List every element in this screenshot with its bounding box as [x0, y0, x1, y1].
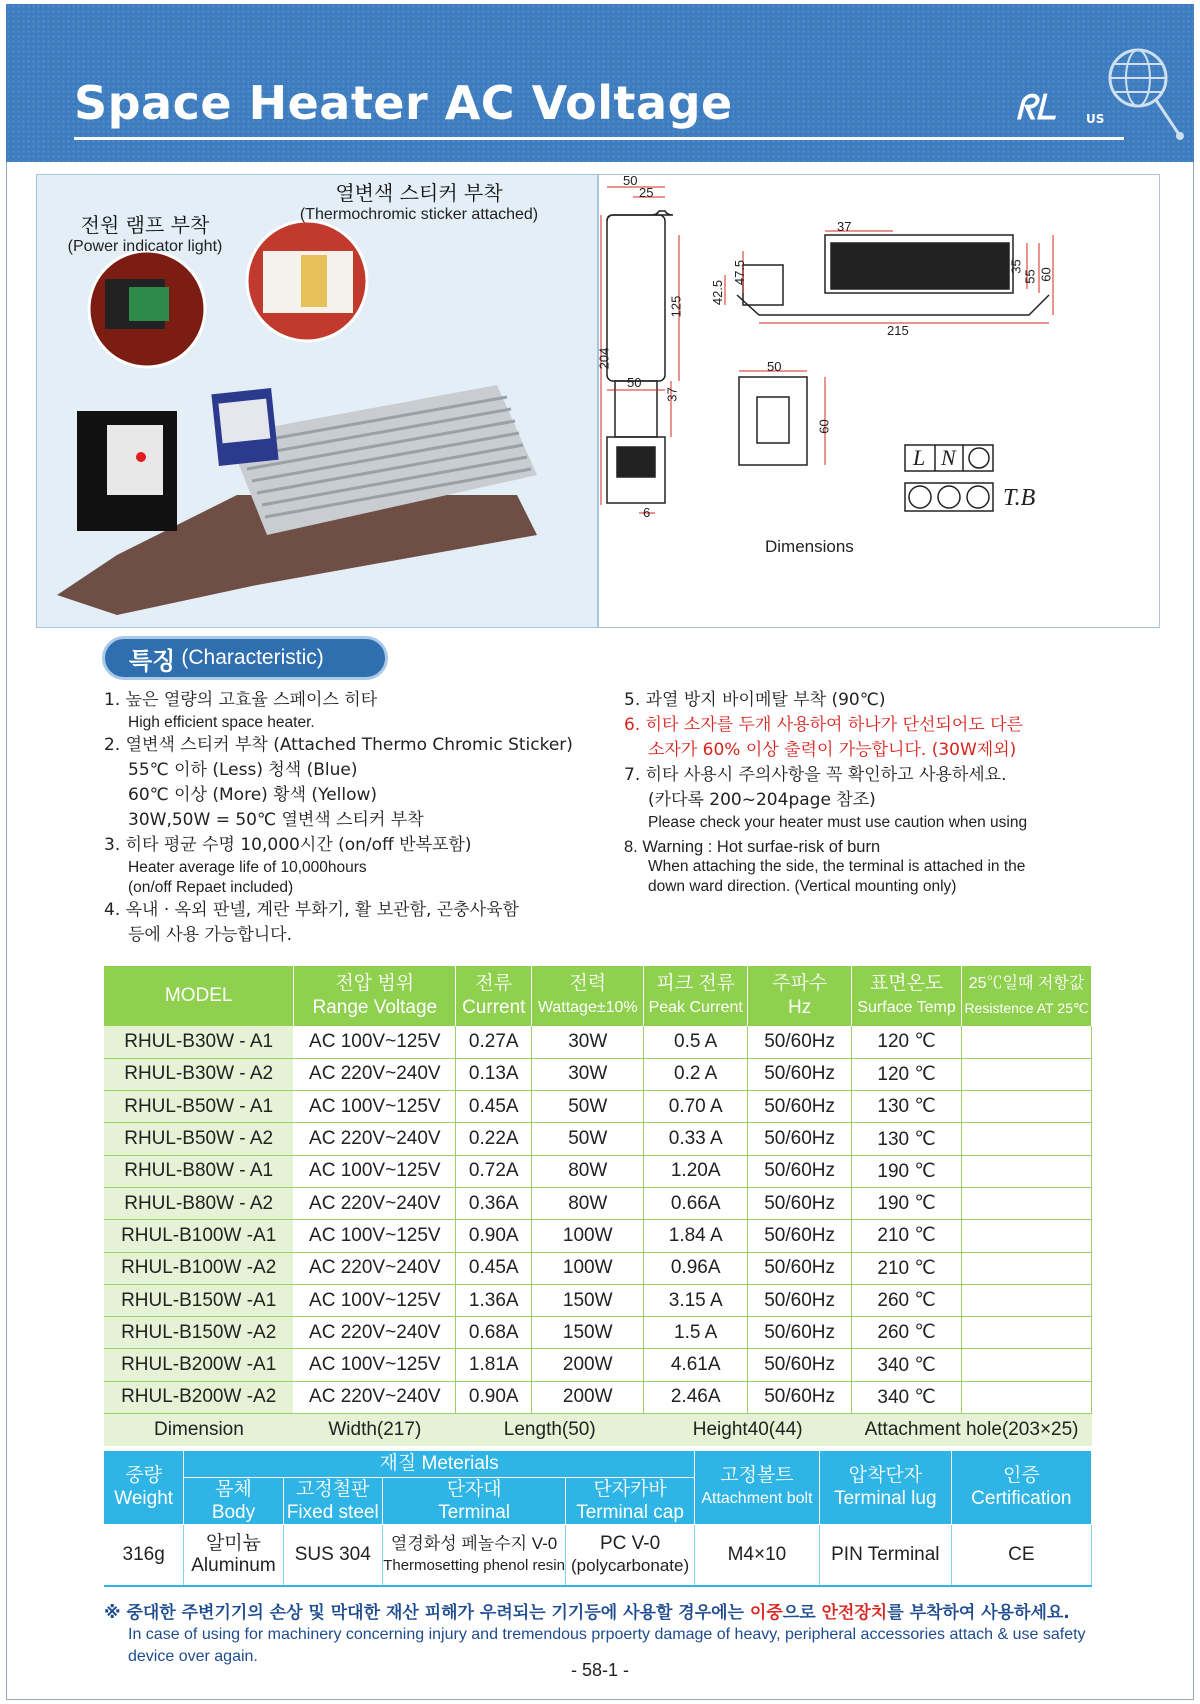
- col-lug: [820, 1451, 952, 1524]
- col-cert-ko: 인증: [1002, 1465, 1040, 1487]
- spec-cell: 1.36A: [456, 1284, 532, 1316]
- lamp-caption: [55, 209, 235, 256]
- spec-cell: [962, 1284, 1092, 1316]
- spec-cell: RHUL-B50W - A2: [104, 1123, 294, 1155]
- dimension-width: Width(217): [294, 1414, 456, 1446]
- spec-cell: 130 ℃: [852, 1123, 962, 1155]
- dim-w6: 6: [643, 505, 651, 520]
- characteristic-badge: [102, 636, 388, 680]
- spec-cell: 0.36A: [456, 1187, 532, 1219]
- col-body-en: Body: [211, 1501, 256, 1523]
- warning-ko-red-1: 이중: [749, 1603, 783, 1623]
- feature-4-cont: 등에 사용 가능합니다.: [128, 925, 293, 945]
- col-terminal-ko: 단자대: [446, 1478, 502, 1500]
- spec-row: [104, 1349, 1092, 1381]
- col-temp-ko: 표면온도: [869, 973, 944, 994]
- spec-cell: 0.68A: [456, 1317, 532, 1349]
- col-hz: [748, 966, 852, 1026]
- col-resistance-ko: 25℃일때 저항값: [968, 975, 1085, 992]
- spec-row: [104, 1123, 1092, 1155]
- dim-h204: 204: [596, 347, 612, 370]
- feature-8-en-2: down ward direction. (Vertical mounting only): [648, 878, 957, 895]
- spec-cell: 0.27A: [456, 1026, 532, 1058]
- body-value-ko: 알미늄: [205, 1532, 261, 1554]
- spec-cell: 80W: [532, 1155, 644, 1187]
- feature-8: 8. Warning : Hot surfae-risk of burn: [624, 838, 881, 856]
- col-bolt-en: Attachment bolt: [701, 1490, 813, 1508]
- col-cap-en: Terminal cap: [576, 1501, 684, 1523]
- spec-cell: 0.13A: [456, 1058, 532, 1090]
- spec-cell: AC 220V~240V: [294, 1058, 456, 1090]
- spec-cell: RHUL-B30W - A1: [104, 1026, 294, 1058]
- terminal-value: [382, 1524, 565, 1586]
- spec-cell: 1.20A: [644, 1155, 748, 1187]
- dim-h37-mid: 37: [664, 387, 680, 402]
- bolt-value: M4×10: [694, 1524, 819, 1586]
- col-wattage-en: Wattage±10%: [537, 999, 638, 1016]
- feature-2: 2. 열변색 스티커 부착 (Attached Thermo Chromic Sticker): [104, 735, 573, 755]
- product-photo-panel: [36, 174, 598, 628]
- spec-cell: 340 ℃: [852, 1381, 962, 1413]
- spec-body: [104, 1026, 1092, 1446]
- dim-h60-box: 60: [816, 419, 832, 434]
- spec-row: [104, 1187, 1092, 1219]
- spec-cell: 0.90A: [456, 1220, 532, 1252]
- spec-cell: 1.84 A: [644, 1220, 748, 1252]
- col-peak-en: Peak Current: [648, 999, 743, 1016]
- dimension-height: Height40(44): [644, 1414, 852, 1446]
- cap-value-1: PC V-0: [599, 1532, 661, 1554]
- col-resistance-en: Resistence AT 25℃: [964, 1000, 1089, 1016]
- col-voltage-ko: 전압 범위: [335, 973, 415, 994]
- spec-cell: RHUL-B80W - A1: [104, 1155, 294, 1187]
- spec-cell: 80W: [532, 1187, 644, 1219]
- col-wattage: [532, 966, 644, 1026]
- dim-h55: 55: [1022, 269, 1038, 284]
- terminal-value-ko: 열경화성 페놀수지 V-0: [390, 1533, 558, 1553]
- col-lug-en: Terminal lug: [834, 1488, 937, 1510]
- col-lug-ko: 압착단자: [848, 1465, 923, 1487]
- col-resistance: [962, 966, 1092, 1026]
- spec-cell: 120 ℃: [852, 1058, 962, 1090]
- spec-cell: 50/60Hz: [748, 1349, 852, 1381]
- spec-cell: 50/60Hz: [748, 1026, 852, 1058]
- feature-1: 1. 높은 열량의 고효율 스페이스 히타: [104, 690, 378, 710]
- col-steel-ko: 고정철판: [296, 1478, 370, 1500]
- spec-table: [104, 966, 1092, 1446]
- spec-row: [104, 1381, 1092, 1413]
- feature-3: 3. 히타 평균 수명 10,000시간 (on/off 반복포함): [104, 835, 472, 855]
- col-weight: [104, 1451, 184, 1524]
- col-voltage: [294, 966, 456, 1026]
- col-current: [456, 966, 532, 1026]
- col-temp-en: Surface Temp: [857, 999, 956, 1016]
- col-terminal-en: Terminal: [438, 1501, 510, 1523]
- spec-cell: AC 220V~240V: [294, 1252, 456, 1284]
- spec-row: [104, 1091, 1092, 1123]
- spec-row: [104, 1155, 1092, 1187]
- company-globe-icon: [1096, 40, 1186, 150]
- spec-cell: RHUL-B150W -A2: [104, 1317, 294, 1349]
- spec-cell: 30W: [532, 1026, 644, 1058]
- spec-cell: 50/60Hz: [748, 1058, 852, 1090]
- spec-cell: 260 ℃: [852, 1317, 962, 1349]
- spec-cell: 2.46A: [644, 1381, 748, 1413]
- dim-w25: 25: [639, 185, 654, 200]
- lamp-caption-ko: 전원 램프 부착: [80, 213, 210, 237]
- spec-cell: 120 ℃: [852, 1026, 962, 1058]
- feature-4: 4. 옥내 · 옥외 판넬, 계란 부화기, 활 보관함, 곤충사육함: [104, 900, 519, 920]
- spec-cell: 50/60Hz: [748, 1091, 852, 1123]
- terminal-value-en: Thermosetting phenol resin: [383, 1556, 565, 1574]
- feature-7-en: Please check your heater must use caution when using: [648, 814, 1028, 831]
- warning-ko-red-2: 안전장치: [821, 1603, 888, 1623]
- feature-1-en: High efficient space heater.: [128, 714, 315, 731]
- col-cap: [566, 1477, 695, 1524]
- spec-cell: 50/60Hz: [748, 1155, 852, 1187]
- dim-h35: 35: [1008, 259, 1024, 274]
- spec-cell: 260 ℃: [852, 1284, 962, 1316]
- spec-cell: AC 220V~240V: [294, 1123, 456, 1155]
- spec-cell: 200W: [532, 1381, 644, 1413]
- col-body: [184, 1477, 283, 1524]
- col-voltage-en: Range Voltage: [312, 997, 438, 1018]
- col-cert-en: Certification: [971, 1488, 1072, 1510]
- warning-en: In case of using for machinery concerning injury and tremendous prpoerty damage of heavy, peripheral accessories attach & use safety device over again.: [128, 1626, 1086, 1665]
- spec-cell: 0.70 A: [644, 1091, 748, 1123]
- col-model: [104, 966, 294, 1026]
- spec-cell: 200W: [532, 1349, 644, 1381]
- col-bolt-ko: 고정볼트: [720, 1465, 794, 1487]
- col-steel-en: Fixed steel: [286, 1501, 379, 1523]
- warning-ko-mid: 으로: [782, 1603, 822, 1623]
- spec-cell: RHUL-B30W - A2: [104, 1058, 294, 1090]
- cap-value-2: (polycarbonate): [571, 1555, 690, 1575]
- col-body-ko: 몸체: [215, 1478, 252, 1500]
- dim-w215: 215: [887, 323, 909, 338]
- title-underline: [74, 137, 1124, 140]
- ul-logo: ᖇᒪ: [1016, 88, 1057, 128]
- cert-value: CE: [951, 1524, 1091, 1586]
- spec-cell: 50/60Hz: [748, 1317, 852, 1349]
- dim-w50-top: 50: [623, 173, 638, 188]
- terminal-label-n: N: [941, 445, 956, 470]
- spec-cell: RHUL-B100W -A2: [104, 1252, 294, 1284]
- feature-8-en-1: When attaching the side, the terminal is attached in the: [648, 858, 1026, 875]
- sticker-caption: [289, 177, 549, 224]
- materials-title: 재질 Meterials: [184, 1451, 695, 1477]
- dim-w50-box: 50: [767, 359, 782, 374]
- features-right: [624, 688, 1027, 897]
- spec-cell: 50/60Hz: [748, 1187, 852, 1219]
- spec-cell: AC 100V~125V: [294, 1155, 456, 1187]
- spec-cell: [962, 1187, 1092, 1219]
- col-cert: [951, 1451, 1091, 1524]
- spec-cell: AC 100V~125V: [294, 1220, 456, 1252]
- page-title: Space Heater AC Voltage: [74, 76, 733, 130]
- spec-cell: 150W: [532, 1284, 644, 1316]
- features-left: [104, 688, 573, 948]
- cap-value: [566, 1524, 695, 1586]
- materials-table: [104, 1451, 1092, 1587]
- dimension-hole: Attachment hole(203×25): [852, 1414, 1092, 1446]
- spec-cell: 50/60Hz: [748, 1284, 852, 1316]
- page-header: [6, 4, 1194, 162]
- spec-cell: AC 100V~125V: [294, 1349, 456, 1381]
- warning-ko: [104, 1598, 1070, 1623]
- spec-header-row: [104, 966, 1092, 1026]
- spec-cell: AC 100V~125V: [294, 1026, 456, 1058]
- spec-cell: 0.45A: [456, 1252, 532, 1284]
- dim-d37: 37: [837, 219, 852, 234]
- spec-cell: [962, 1155, 1092, 1187]
- col-weight-ko: 중량: [125, 1465, 163, 1487]
- feature-2-line-1: 55℃ 이하 (Less) 청색 (Blue): [128, 760, 358, 780]
- dim-h60-side: 60: [1038, 267, 1054, 282]
- spec-cell: [962, 1123, 1092, 1155]
- dimensions-caption: Dimensions: [765, 537, 854, 556]
- spec-cell: [962, 1349, 1092, 1381]
- page-number: - 58-1 -: [570, 1660, 630, 1680]
- spec-cell: 1.81A: [456, 1349, 532, 1381]
- lamp-caption-en: (Power indicator light): [67, 238, 223, 255]
- materials-value-row: [104, 1524, 1092, 1586]
- spec-row: [104, 1058, 1092, 1090]
- col-hz-ko: 주파수: [772, 973, 828, 994]
- spec-cell: 50/60Hz: [748, 1381, 852, 1413]
- dimension-drawing: [599, 175, 1161, 629]
- ul-us-label: US: [1086, 112, 1105, 126]
- col-current-ko: 전류: [475, 973, 513, 994]
- dim-h125: 125: [668, 295, 684, 318]
- spec-cell: 190 ℃: [852, 1187, 962, 1219]
- col-peak: [644, 966, 748, 1026]
- spec-cell: AC 220V~240V: [294, 1317, 456, 1349]
- spec-cell: AC 100V~125V: [294, 1284, 456, 1316]
- feature-5: 5. 과열 방지 바이메탈 부착 (90℃): [624, 690, 886, 710]
- spec-cell: [962, 1317, 1092, 1349]
- spec-cell: 340 ℃: [852, 1349, 962, 1381]
- spec-cell: 0.5 A: [644, 1026, 748, 1058]
- spec-cell: [962, 1220, 1092, 1252]
- spec-cell: RHUL-B100W -A1: [104, 1220, 294, 1252]
- dimensions-panel: [598, 174, 1160, 628]
- spec-cell: [962, 1381, 1092, 1413]
- spec-cell: RHUL-B80W - A2: [104, 1187, 294, 1219]
- spec-cell: 50/60Hz: [748, 1123, 852, 1155]
- feature-3-en-1: Heater average life of 10,000hours: [128, 859, 367, 876]
- sticker-caption-en: (Thermochromic sticker attached): [299, 206, 539, 223]
- dimension-label: Dimension: [104, 1414, 294, 1446]
- col-hz-en: Hz: [788, 997, 812, 1018]
- dim-w50-mid: 50: [627, 375, 642, 390]
- spec-cell: 0.33 A: [644, 1123, 748, 1155]
- warning-ko-suffix: 를 부착하여 사용하세요.: [887, 1603, 1070, 1623]
- col-terminal: [382, 1477, 565, 1524]
- spec-cell: [962, 1252, 1092, 1284]
- spec-row: [104, 1317, 1092, 1349]
- spec-cell: AC 220V~240V: [294, 1381, 456, 1413]
- spec-cell: 210 ℃: [852, 1252, 962, 1284]
- dim-h47-5: 47.5: [732, 259, 748, 286]
- spec-cell: 4.61A: [644, 1349, 748, 1381]
- spec-cell: 0.2 A: [644, 1058, 748, 1090]
- spec-cell: 100W: [532, 1252, 644, 1284]
- dimension-length: Length(50): [456, 1414, 644, 1446]
- warning-ko-prefix: ※ 중대한 주변기기의 손상 및 막대한 재산 피해가 우려되는 기기등에 사용할 경우에는: [104, 1603, 750, 1623]
- spec-cell: 50W: [532, 1091, 644, 1123]
- spec-cell: RHUL-B150W -A1: [104, 1284, 294, 1316]
- spec-cell: [962, 1058, 1092, 1090]
- tb-label: T.B: [1003, 485, 1036, 511]
- spec-cell: 150W: [532, 1317, 644, 1349]
- spec-cell: 50W: [532, 1123, 644, 1155]
- dimension-row: [104, 1414, 1092, 1446]
- spec-cell: 0.22A: [456, 1123, 532, 1155]
- spec-cell: 130 ℃: [852, 1091, 962, 1123]
- col-wattage-ko: 전력: [569, 973, 607, 994]
- body-value-en: Aluminum: [191, 1554, 276, 1576]
- col-current-en: Current: [462, 997, 526, 1018]
- spec-cell: 190 ℃: [852, 1155, 962, 1187]
- spec-row: [104, 1220, 1092, 1252]
- spec-row: [104, 1284, 1092, 1316]
- col-peak-ko: 피크 전류: [656, 973, 736, 994]
- spec-cell: 50/60Hz: [748, 1220, 852, 1252]
- spec-cell: 50/60Hz: [748, 1252, 852, 1284]
- spec-cell: RHUL-B200W -A2: [104, 1381, 294, 1413]
- feature-7-cont: (카다록 200~204page 참조): [648, 790, 876, 810]
- feature-3-en-2: (on/off Repaet included): [128, 879, 294, 896]
- col-temp: [852, 966, 962, 1026]
- spec-cell: 0.72A: [456, 1155, 532, 1187]
- sticker-caption-ko: 열변색 스티커 부착: [335, 181, 503, 205]
- col-model-label: MODEL: [164, 985, 233, 1006]
- col-bolt: [694, 1451, 819, 1524]
- spec-cell: RHUL-B50W - A1: [104, 1091, 294, 1123]
- weight-value: 316g: [104, 1524, 184, 1586]
- spec-cell: AC 100V~125V: [294, 1091, 456, 1123]
- feature-2-line-2: 60℃ 이상 (More) 황색 (Yellow): [128, 785, 378, 805]
- spec-cell: [962, 1026, 1092, 1058]
- feature-7: 7. 히타 사용시 주의사항을 꼭 확인하고 사용하세요.: [624, 765, 1007, 785]
- terminal-label-l: L: [913, 445, 926, 470]
- spec-cell: 30W: [532, 1058, 644, 1090]
- spec-cell: AC 220V~240V: [294, 1187, 456, 1219]
- spec-cell: 0.96A: [644, 1252, 748, 1284]
- col-cap-ko: 단자카바: [593, 1478, 667, 1500]
- spec-cell: [962, 1091, 1092, 1123]
- spec-cell: 3.15 A: [644, 1284, 748, 1316]
- spec-row: [104, 1252, 1092, 1284]
- col-steel: [283, 1477, 382, 1524]
- col-weight-en: Weight: [114, 1488, 174, 1510]
- feature-6: 6. 히타 소자를 두개 사용하여 하나가 단선되어도 다른: [624, 715, 1023, 735]
- characteristic-title-en: (Characteristic): [181, 646, 324, 669]
- materials-header-row-1: [104, 1451, 1092, 1477]
- feature-6-cont: 소자가 60% 이상 출력이 가능합니다. (30W제외): [648, 740, 1017, 760]
- spec-cell: 0.66A: [644, 1187, 748, 1219]
- spec-cell: 0.45A: [456, 1091, 532, 1123]
- spec-cell: 100W: [532, 1220, 644, 1252]
- spec-cell: 1.5 A: [644, 1317, 748, 1349]
- spec-cell: RHUL-B200W -A1: [104, 1349, 294, 1381]
- characteristic-title-ko: 특징: [129, 646, 176, 675]
- body-value: [184, 1524, 283, 1586]
- feature-2-line-3: 30W,50W = 50℃ 열변색 스티커 부착: [128, 810, 424, 830]
- lug-value: PIN Terminal: [820, 1524, 952, 1586]
- steel-value: SUS 304: [283, 1524, 382, 1586]
- spec-cell: 210 ℃: [852, 1220, 962, 1252]
- spec-row: [104, 1026, 1092, 1058]
- dim-h42-5: 42.5: [710, 279, 726, 306]
- spec-cell: 0.90A: [456, 1381, 532, 1413]
